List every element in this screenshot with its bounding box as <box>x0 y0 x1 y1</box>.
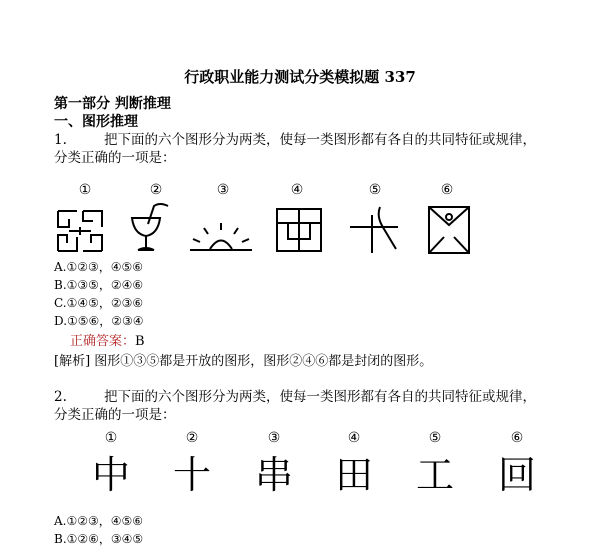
page-title: 行政职业能力测试分类模拟题 337 <box>184 68 416 86</box>
q2-figure-number: ② <box>185 430 199 446</box>
q2-figure-number: ④ <box>347 430 361 446</box>
q2-stem-line2: 分类正确的一项是： <box>54 407 176 423</box>
q2-character: 十 <box>172 453 211 497</box>
goblet-icon <box>124 200 172 256</box>
sunrise-icon <box>188 220 254 256</box>
q2-number: 2. <box>54 389 67 405</box>
q1-stem-line2: 分类正确的一项是： <box>54 150 176 166</box>
q1-option-b[interactable]: B.①③⑤，②④⑥ <box>54 278 144 292</box>
q1-option-d[interactable]: D.①⑤⑥，②③④ <box>54 314 144 328</box>
q1-figure-number: ③ <box>216 182 230 198</box>
envelope-icon <box>424 203 474 257</box>
q2-figure-number: ① <box>104 430 118 446</box>
q2-figure-number: ⑥ <box>510 430 524 446</box>
q1-text: 把下面的六个图形分为两类，使每一类图形都有各自的共同特征或规律， <box>104 132 536 148</box>
q1-figure-number: ⑤ <box>368 182 382 198</box>
subsection-heading: 一、图形推理 <box>54 114 138 130</box>
q2-character: 田 <box>334 453 373 497</box>
q1-stem-line1 <box>54 130 536 150</box>
q2-text: 把下面的六个图形分为两类，使每一类图形都有各自的共同特征或规律， <box>104 389 536 405</box>
q1-figure-number: ④ <box>290 182 304 198</box>
q2-character: 工 <box>415 453 454 497</box>
q2-character: 回 <box>497 453 536 497</box>
q1-answer <box>70 330 145 349</box>
q1-figure-number: ⑥ <box>440 182 454 198</box>
q1-explanation: [解析] 图形①③⑤都是开放的图形，图形②④⑥都是封闭的图形。 <box>54 354 433 369</box>
q1-figure-number: ① <box>78 182 92 198</box>
answer-label: 正确答案： <box>70 334 136 349</box>
q1-number: 1. <box>54 132 67 148</box>
q2-option-a[interactable]: A.①②③，④⑤⑥ <box>54 514 144 528</box>
q2-figure-number: ③ <box>267 430 281 446</box>
crossing-lines-icon <box>346 203 402 255</box>
q1-option-c[interactable]: C.①④⑤，②③⑥ <box>54 296 144 310</box>
maze-spiral-icon <box>55 207 105 255</box>
q2-stem-line1 <box>54 387 536 407</box>
q2-option-b[interactable]: B.①②⑥，③④⑤ <box>54 532 144 546</box>
q1-figure-number: ② <box>149 182 163 198</box>
q2-character: 中 <box>91 453 130 497</box>
q2-figure-number: ⑤ <box>428 430 442 446</box>
answer-value: B <box>135 334 145 349</box>
q2-character: 串 <box>254 453 293 497</box>
q1-option-a[interactable]: A.①②③，④⑤⑥ <box>54 260 144 274</box>
framed-grid-icon <box>274 205 324 255</box>
section-heading: 第一部分 判断推理 <box>54 96 171 112</box>
